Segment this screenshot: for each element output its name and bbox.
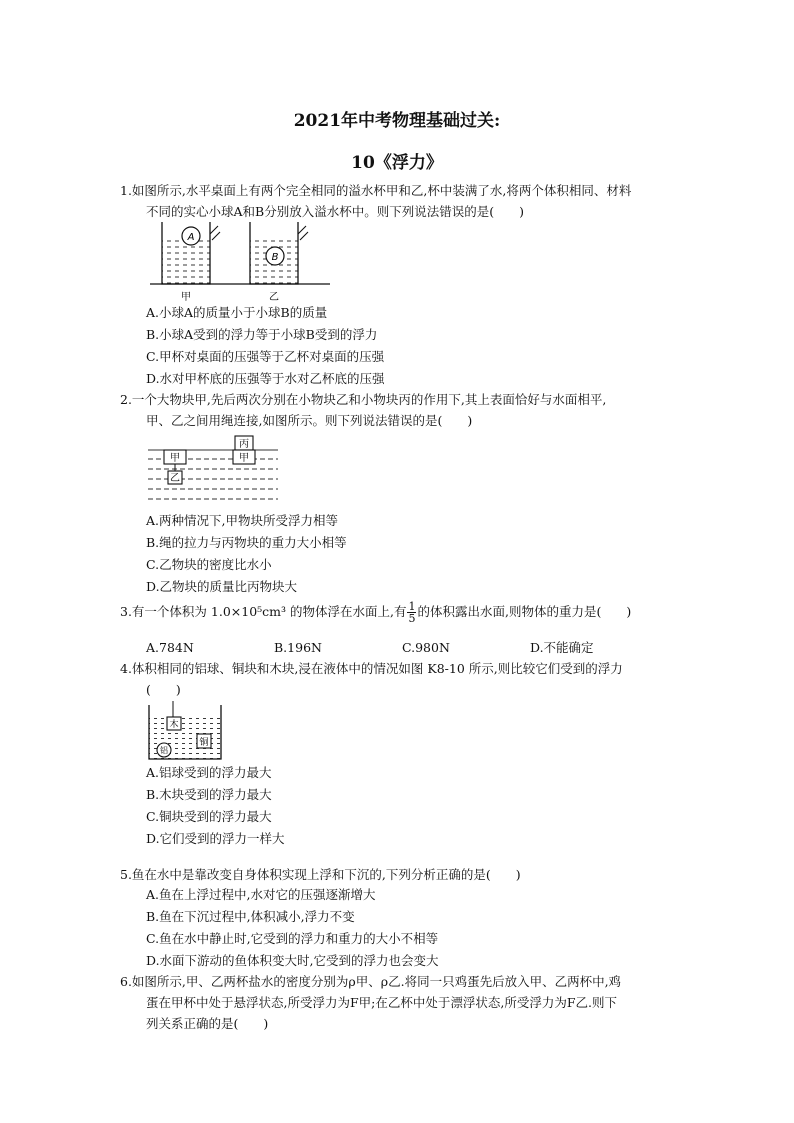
q4-option-a[interactable]: A.铝球受到的浮力最大 (146, 765, 272, 780)
question-3-stem-b: 的体积露出水面,则物体的重力是( ) (417, 604, 632, 619)
question-1-stem (120, 180, 705, 222)
fraction-numerator: 1 (408, 600, 416, 613)
question-3-options (146, 638, 658, 656)
q3-option-c[interactable]: C.980N (402, 640, 450, 655)
q4-option-c[interactable]: C.铜块受到的浮力最大 (146, 809, 272, 824)
question-6-stem-line-1: 6.如图所示,甲、乙两杯盐水的密度分别为ρ甲、ρ乙.将同一只鸡蛋先后放入甲、乙两杯中,鸡 (120, 974, 622, 989)
cup-yi-label: 乙 (269, 292, 279, 303)
question-1-figure (150, 220, 330, 306)
question-1-stem-line-2: 不同的实心小球A和B分别放入溢水杯中。则下列说法错误的是( ) (146, 204, 524, 219)
q2-option-c[interactable]: C.乙物块的密度比水小 (146, 557, 272, 572)
q5-option-a[interactable]: A.鱼在上浮过程中,水对它的压强逐渐增大 (146, 887, 376, 902)
question-2-stem-line-1: 2.一个大物块甲,先后两次分别在小物块乙和小物块丙的作用下,其上表面恰好与水面相平, (120, 392, 607, 407)
block-bing-label: 丙 (239, 439, 249, 450)
q5-option-b[interactable]: B.鱼在下沉过程中,体积减小,浮力不变 (146, 909, 355, 924)
question-2-stem-line-2: 甲、乙之间用绳连接,如图所示。则下列说法错误的是( ) (146, 413, 473, 428)
q1-option-d[interactable]: D.水对甲杯底的压强等于水对乙杯底的压强 (146, 371, 385, 386)
question-3-stem-a: 3.有一个体积为 1.0×10⁵cm³ 的物体浮在水面上,有 (120, 604, 407, 619)
q3-option-d[interactable]: D.不能确定 (530, 640, 594, 655)
question-4-stem-line-1: 4.体积相同的铝球、铜块和木块,浸在液体中的情况如图 K8-10 所示,则比较它们受到的浮力 (120, 661, 623, 676)
q1-option-c[interactable]: C.甲杯对桌面的压强等于乙杯对桌面的压强 (146, 349, 385, 364)
block-wood-label: 木 (169, 720, 179, 730)
block-jia-right-label: 甲 (239, 453, 249, 464)
question-3-stem (120, 601, 705, 624)
question-2-figure (148, 433, 278, 503)
question-6-stem-line-2: 蛋在甲杯中处于悬浮状态,所受浮力为F甲;在乙杯中处于漂浮状态,所受浮力为F乙.则下 (146, 995, 617, 1010)
question-4-stem (120, 658, 705, 700)
question-2-stem (120, 389, 705, 431)
block-jia-left-label: 甲 (170, 453, 180, 464)
q1-option-b[interactable]: B.小球A受到的浮力等于小球B受到的浮力 (146, 327, 378, 342)
cup-yi (250, 222, 308, 284)
cup-jia (162, 222, 220, 284)
ball-a-label: A (187, 232, 195, 243)
question-5-stem (120, 864, 705, 885)
q2-option-a[interactable]: A.两种情况下,甲物块所受浮力相等 (146, 513, 338, 528)
question-1-options (146, 302, 385, 390)
question-4-figure (146, 701, 226, 761)
page-subtitle: 10《浮力》 (351, 153, 443, 173)
q2-option-b[interactable]: B.绳的拉力与丙物块的重力大小相等 (146, 535, 347, 550)
q4-option-d[interactable]: D.它们受到的浮力一样大 (146, 831, 285, 846)
question-6-stem-line-3: 列关系正确的是( ) (146, 1016, 269, 1031)
fraction-one-fifth (407, 601, 416, 624)
q3-option-b[interactable]: B.196N (274, 640, 322, 655)
question-1-stem-line-1: 1.如图所示,水平桌面上有两个完全相同的溢水杯甲和乙,杯中装满了水,将两个体积相同、材料 (120, 183, 632, 198)
q3-option-a[interactable]: A.784N (146, 640, 194, 655)
cup-jia-label: 甲 (181, 292, 191, 303)
question-4-options (146, 762, 285, 850)
page-title: 2021年中考物理基础过关: (293, 111, 501, 131)
block-yi-label: 乙 (170, 473, 180, 484)
q5-option-d[interactable]: D.水面下游动的鱼体积变大时,它受到的浮力也会变大 (146, 953, 439, 968)
fraction-denominator: 5 (408, 612, 416, 625)
ball-aluminum-label: 铝 (160, 746, 168, 755)
question-5-options (146, 884, 439, 972)
q4-option-b[interactable]: B.木块受到的浮力最大 (146, 787, 272, 802)
q5-option-c[interactable]: C.鱼在水中静止时,它受到的浮力和重力的大小不相等 (146, 931, 439, 946)
question-6-stem (120, 971, 705, 1034)
block-copper-label: 铜 (199, 738, 209, 748)
q1-option-a[interactable]: A.小球A的质量小于小球B的质量 (146, 305, 328, 320)
q2-option-d[interactable]: D.乙物块的质量比丙物块大 (146, 579, 298, 594)
question-2-options (146, 510, 347, 598)
question-5-stem-line: 5.鱼在水中是靠改变自身体积实现上浮和下沉的,下列分析正确的是( ) (120, 867, 521, 882)
question-4-stem-line-2: ( ) (146, 682, 181, 697)
ball-b-label: B (271, 252, 279, 263)
